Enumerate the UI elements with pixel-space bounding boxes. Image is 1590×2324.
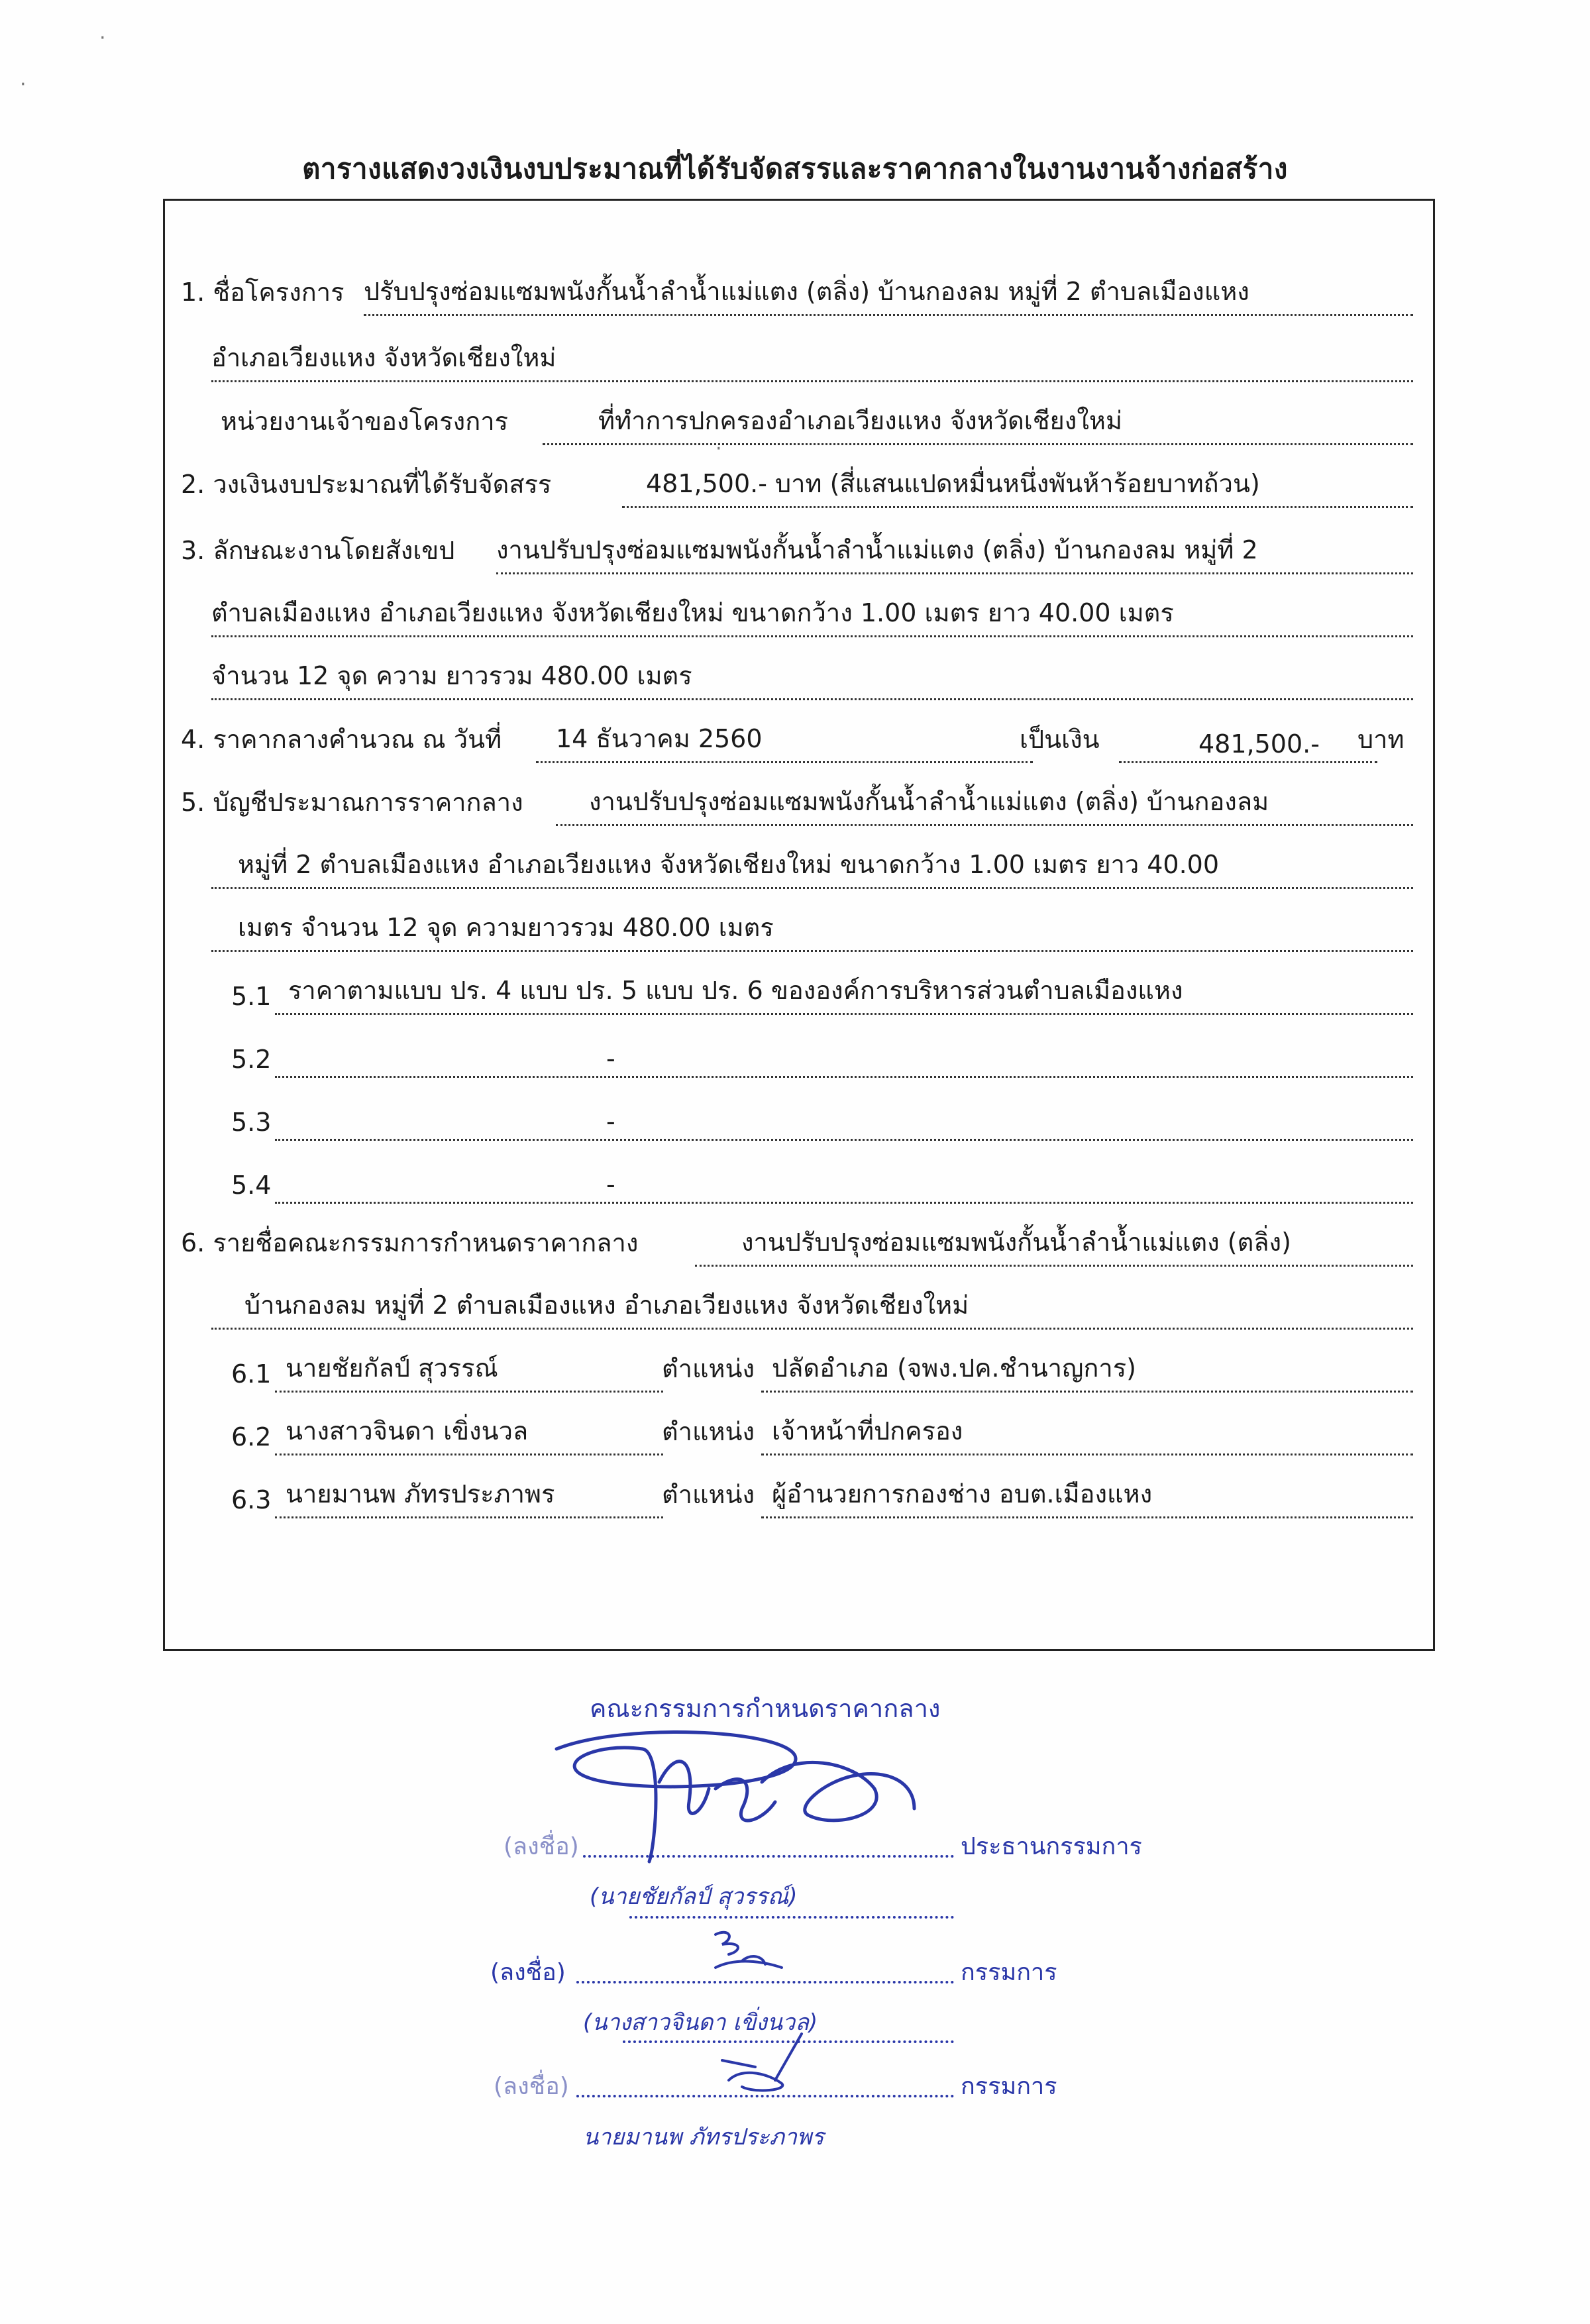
name-line [629, 1916, 954, 1919]
sign-label: (ลงชื่อ) [504, 1833, 579, 1860]
item-project-name [165, 274, 1433, 320]
signature-heading: คณะกรรมการกำหนดราคากลาง [590, 1694, 941, 1723]
committee-member-3 [165, 1476, 1433, 1522]
project-details-box [163, 199, 1435, 1651]
item-value: ปรับปรุงซ่อมแซมพนังกั้นน้ำลำน้ำแม่แตง (ตลิ่ง) บ้านกองลม หมู่ที่ 2 ตำบลเมืองแหง [364, 271, 1413, 316]
item-5-3 [165, 1098, 1433, 1145]
item-value: ที่ทำการปกครองอำเภอเวียงแหง จังหวัดเชียงใหม่ [543, 400, 1413, 445]
scan-speck: · [716, 437, 722, 460]
item-label: 6.1 [231, 1359, 272, 1389]
item-value: ราคาตามแบบ ปร. 4 แบบ ปร. 5 แบบ ปร. 6 ขององค์การบริหารส่วนตำบลเมืองแหง [275, 970, 1413, 1015]
signature-scribble-member-1 [702, 1921, 795, 1981]
item-value: เมตร จำนวน 12 จุด ความยาวรวม 480.00 เมตร [211, 907, 1413, 952]
item-label: 4. ราคากลางคำนวณ ณ วันที่ [181, 725, 502, 754]
item-value: หมู่ที่ 2 ตำบลเมืองแหง อำเภอเวียงแหง จังหวัดเชียงใหม่ ขนาดกว้าง 1.00 เมตร ยาว 40.00 [211, 844, 1413, 889]
sign-label: (ลงชื่อ) [494, 2073, 569, 2100]
item-amount: 481,500.- [1119, 729, 1377, 763]
item-estimate-cont [165, 847, 1433, 893]
item-label: 5.4 [231, 1171, 272, 1200]
item-work-summary-cont [165, 658, 1433, 704]
item-value: - [275, 1044, 1413, 1078]
item-unit: บาท [1357, 725, 1404, 754]
item-label: ตำแหน่ง [662, 1354, 755, 1383]
item-value: ตำบลเมืองแหง อำเภอเวียงแหง จังหวัดเชียงใหม่ ขนาดกว้าง 1.00 เมตร ยาว 40.00 เมตร [211, 592, 1413, 637]
item-5-4 [165, 1161, 1433, 1208]
item-median-price-date [165, 721, 1433, 767]
item-label: 6. รายชื่อคณะกรรมการกำหนดราคากลาง [181, 1228, 639, 1257]
item-estimate [165, 784, 1433, 830]
committee-member-2 [165, 1413, 1433, 1459]
item-value: งานปรับปรุงซ่อมแซมพนังกั้นน้ำลำน้ำแม่แตง (ตลิ่ง) บ้านกองลม หมู่ที่ 2 [496, 529, 1413, 574]
item-project-name-cont [165, 340, 1433, 386]
item-label: 5.1 [231, 982, 272, 1011]
item-label: 6.3 [231, 1485, 272, 1514]
item-work-summary-cont [165, 595, 1433, 641]
member-name: นายมานพ ภัทรประภาพร [275, 1473, 663, 1518]
signature-scribble-chair [543, 1709, 954, 1868]
sign-label: (ลงชื่อ) [490, 1959, 566, 1986]
committee-member-1 [165, 1350, 1433, 1397]
signer-role: กรรมการ [961, 2073, 1057, 2100]
item-owner-agency [165, 403, 1433, 449]
signer-name: (นายชัยกัลป์ สุวรรณ์) [590, 1883, 798, 1910]
scan-speck: · [20, 73, 26, 96]
item-value: - [275, 1107, 1413, 1141]
item-value: งานปรับปรุงซ่อมแซมพนังกั้นน้ำลำน้ำแม่แตง (ตลิ่ง) [695, 1222, 1413, 1267]
member-position: ปลัดอำเภอ (จพง.ปค.ชำนาญการ) [761, 1347, 1413, 1393]
signature-line [576, 2095, 954, 2097]
item-5-2 [165, 1035, 1433, 1082]
item-label: เป็นเงิน [1020, 725, 1100, 754]
item-value: - [275, 1170, 1413, 1204]
signature-line [583, 1855, 954, 1858]
item-label: 1. ชื่อโครงการ [181, 278, 344, 307]
member-name: นางสาวจินดา เขิ่งนวล [275, 1410, 663, 1455]
signer-name: (นางสาวจินดา เขิ่งนวล) [583, 2009, 818, 2036]
item-value: จำนวน 12 จุด ความ ยาวรวม 480.00 เมตร [211, 655, 1413, 700]
item-label: หน่วยงานเจ้าของโครงการ [221, 407, 508, 436]
item-work-summary [165, 532, 1433, 578]
scan-speck: · [99, 26, 106, 50]
item-label: 3. ลักษณะงานโดยสังเขป [181, 536, 455, 565]
item-value: งานปรับปรุงซ่อมแซมพนังกั้นน้ำลำน้ำแม่แตง (ตลิ่ง) บ้านกองลม [556, 781, 1413, 826]
item-label: 5.3 [231, 1108, 272, 1137]
item-label: ตำแหน่ง [662, 1480, 755, 1509]
signer-role: ประธานกรรมการ [961, 1833, 1142, 1860]
member-name: นายชัยกัลป์ สุวรรณ์ [275, 1347, 663, 1393]
item-value: 14 ธันวาคม 2560 [536, 718, 1033, 763]
item-estimate-cont [165, 910, 1433, 956]
item-5-1 [165, 973, 1433, 1019]
signer-role: กรรมการ [961, 1959, 1057, 1986]
item-label: 5. บัญชีประมาณการราคากลาง [181, 788, 523, 817]
item-value: อำเภอเวียงแหง จังหวัดเชียงใหม่ [211, 337, 1413, 382]
signer-name: นายมานพ ภัทรประภาพร [583, 2124, 824, 2150]
item-label: 2. วงเงินงบประมาณที่ได้รับจัดสรร [181, 470, 552, 499]
document-title: ตารางแสดงวงเงินงบประมาณที่ได้รับจัดสรรและราคากลางในงานงานจ้างก่อสร้าง [302, 152, 1288, 185]
item-value: บ้านกองลม หมู่ที่ 2 ตำบลเมืองแหง อำเภอเวียงแหง จังหวัดเชียงใหม่ [211, 1285, 1413, 1330]
item-value: 481,500.- บาท (สี่แสนแปดหมื่นหนึ่งพันห้าร้อยบาทถ้วน) [622, 463, 1413, 508]
item-label: ตำแหน่ง [662, 1417, 755, 1446]
member-position: เจ้าหน้าที่ปกครอง [761, 1410, 1413, 1455]
item-committee [165, 1224, 1433, 1271]
item-budget [165, 466, 1433, 512]
item-committee-cont [165, 1287, 1433, 1334]
signature-line [576, 1981, 954, 1983]
signature-scribble-member-2 [716, 2027, 835, 2100]
item-label: 5.2 [231, 1045, 272, 1074]
item-label: 6.2 [231, 1422, 272, 1452]
member-position: ผู้อำนวยการกองช่าง อบต.เมืองแหง [761, 1473, 1413, 1518]
